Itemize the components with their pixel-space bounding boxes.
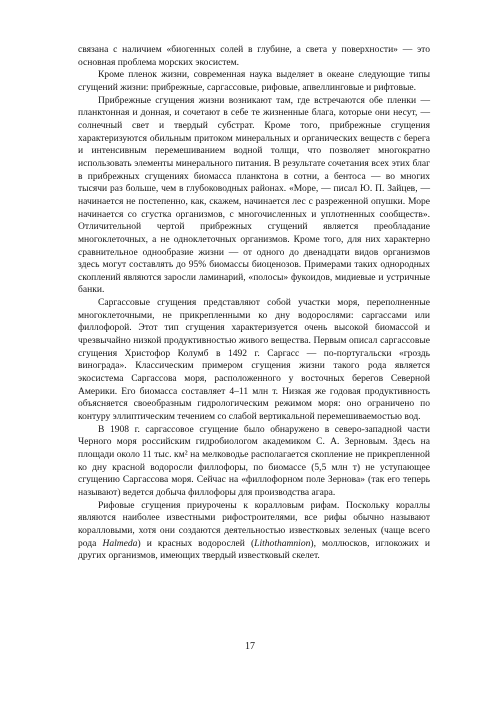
body-text [78, 44, 430, 563]
paragraph-coastal: Прибрежные сгущения жизни возникают там, где встречаются обе пленки — планктонная и донная, и сочетают в себе те жизненные блага, которые они несут, — солнечный свет и твердый субстрат. Кроме того, прибрежные сгущения характеризуются обильным притоком минеральных и органических веществ с берега и интенсивным перемешиванием водной толщи, что позволяет многократно использовать элементы минерального питания. В результате сочетания всех этих благ в прибрежных сгущениях биомасса планктона в сотни, а бентоса — во многих тысячи раз больше, чем в глубоководных районах. «Море, — писал Ю. П. Зайцев, — начинается не постепенно, как, скажем, начинается лес с разреженной опушки. Море начинается со сгустка организмов, с многочисленных и уплотненных сообществ». Отличительной чертой прибрежных сгущений является преобладание многоклеточных, а не одноклеточных организмов. Кроме того, для них характерно сравнительное однообразие жизни — от одного до двенадцати видов организмов здесь могут составлять до 95% биомассы биоценозов. Примерами таких однородных скоплений являются заросли ламинарий, «полосы» фукоидов, мидиевые и устричные банки. [78, 94, 430, 296]
paragraph-reef: Рифовые сгущения приурочены к коралловым рифам. Поскольку кораллы являются наиболее известными рифостроителями, все рифы обычно называют коралловыми, хотя они создаются деятельностью известковых зеленых (чаще всего рода Halmeda) и красных водорослей (Lithothamnion), моллюсков, иглокожих и других организмов, имеющих твердый известковый скелет. [78, 499, 430, 562]
paragraph-life-concentrations: Кроме пленок жизни, современная наука выделяет в океане следующие типы сгущений жизни: прибрежные, саргассовые, рифовые, апвеллинговые и рифтовые. [78, 69, 430, 93]
page-number: 17 [245, 641, 255, 652]
latin-genus-name: Lithothamnion [254, 537, 311, 549]
paragraph-sargasso: Саргассовые сгущения представляют собой участки моря, переполненные многоклеточными, не прикрепленными ко дну водорослями: саргассами или филлофорой. Этот тип сгущения характеризуется очень высокой биомассой и чрезвычайно низкой продуктивностью живого вещества. Первым описал саргассовые сгущения Христофор Колумб в 1492 г. Саргасс — по-португальски «гроздь винограда». Классическим примером сгущения жизни такого рода является экосистема Саргассова моря, расположенного у восточных берегов Северной Америки. Его биомасса составляет 4–11 млн т. Низкая же годовая продуктивность объясняется своеобразным гидрологическим режимом моря: оно ограничено по контуру эллиптическим течением со слабой вертикальной перемешиваемостью вод. [78, 297, 430, 423]
latin-genus-name: Halmeda [102, 537, 138, 549]
paragraph-continued: связана с наличием «биогенных солей в глубине, а света у поверхности» — это основная проблема морских экосистем. [78, 44, 430, 68]
paragraph-black-sea: В 1908 г. саргассовое сгущение было обнаружено в северо-западной части Черного моря российским гидробиологом академиком С. А. Зерновым. Здесь на площади около 11 тыс. км² на мелководье располагается скопление не прикрепленной ко дну красной водоросли филлофоры, по биомассе (5,5 млн т) не уступающее сгущению Саргассова моря. Сейчас на «филлофорном поле Зернова» (так его теперь называют) ведется добыча филлофоры для производства агара. [78, 423, 430, 498]
